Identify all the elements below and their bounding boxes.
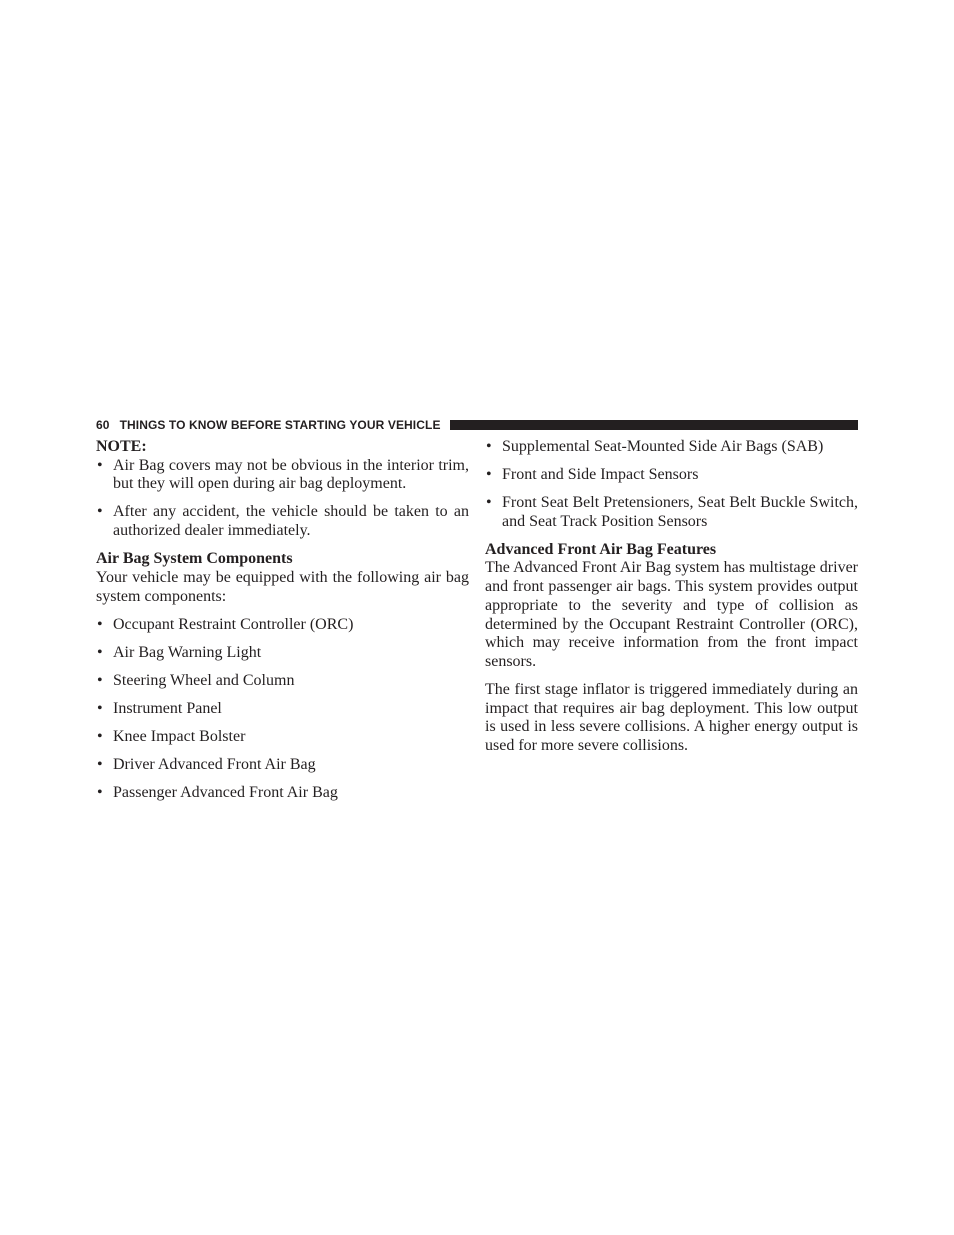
list-item: • Instrument Panel [97,699,222,717]
bullet-icon: • [97,699,103,717]
bullet-icon: • [486,466,492,483]
list-item: • Air Bag covers may not be obvious in the interior trim, but they will open during air bag deployment. [97,456,469,493]
bullet-icon: • [486,494,492,511]
list-item: • Front Seat Belt Pretensioners, Seat Belt Buckle Switch, and Seat Track Position Sensors [486,494,858,530]
bullet-icon: • [97,456,103,474]
components-intro: Your vehicle may be equipped with the following air bag system components: [96,568,469,605]
note-label: NOTE: [96,438,147,455]
list-item: • After any accident, the vehicle should be taken to an authorized dealer immediately. [97,503,469,540]
bullet-icon: • [97,727,103,745]
features-paragraph: The first stage inflator is triggered immediately during an impact that requires air bag deployment. This low output is used in less severe collisions. A higher energy output is used for more severe collisions. [485,680,858,755]
left-column [96,438,469,802]
list-item: • Driver Advanced Front Air Bag [97,755,316,773]
components-list-continued [485,438,858,531]
page-number: 60 [96,418,110,432]
list-item: • Front and Side Impact Sensors [486,466,699,483]
bullet-icon: • [97,643,103,661]
note-list [96,457,469,541]
bullet-icon: • [97,503,103,521]
section-title: THINGS TO KNOW BEFORE STARTING YOUR VEHICLE [119,418,441,432]
bullet-icon: • [486,438,492,455]
list-item: • Air Bag Warning Light [97,643,262,661]
bullet-icon: • [97,783,103,801]
list-item: • Occupant Restraint Controller (ORC) [97,615,354,633]
components-heading: Air Bag System Components [96,550,293,568]
components-list [96,616,469,803]
features-heading: Advanced Front Air Bag Features [485,540,717,558]
list-item: • Knee Impact Bolster [97,727,246,745]
list-item: • Steering Wheel and Column [97,671,295,689]
bullet-icon: • [97,615,103,633]
bullet-icon: • [97,671,103,689]
header-rule [450,420,858,430]
list-item: • Passenger Advanced Front Air Bag [97,783,338,801]
list-item: • Supplemental Seat-Mounted Side Air Bags (SAB) [486,438,824,455]
page-header [96,418,858,432]
bullet-icon: • [97,755,103,773]
features-paragraph: The Advanced Front Air Bag system has multistage driver and front passenger air bags. This system provides output appropriate to the severity and type of collision as determined by the Occupant Restraint Controller (ORC), which may receive information from the front impact sensors. [485,559,858,670]
right-column [485,438,858,756]
